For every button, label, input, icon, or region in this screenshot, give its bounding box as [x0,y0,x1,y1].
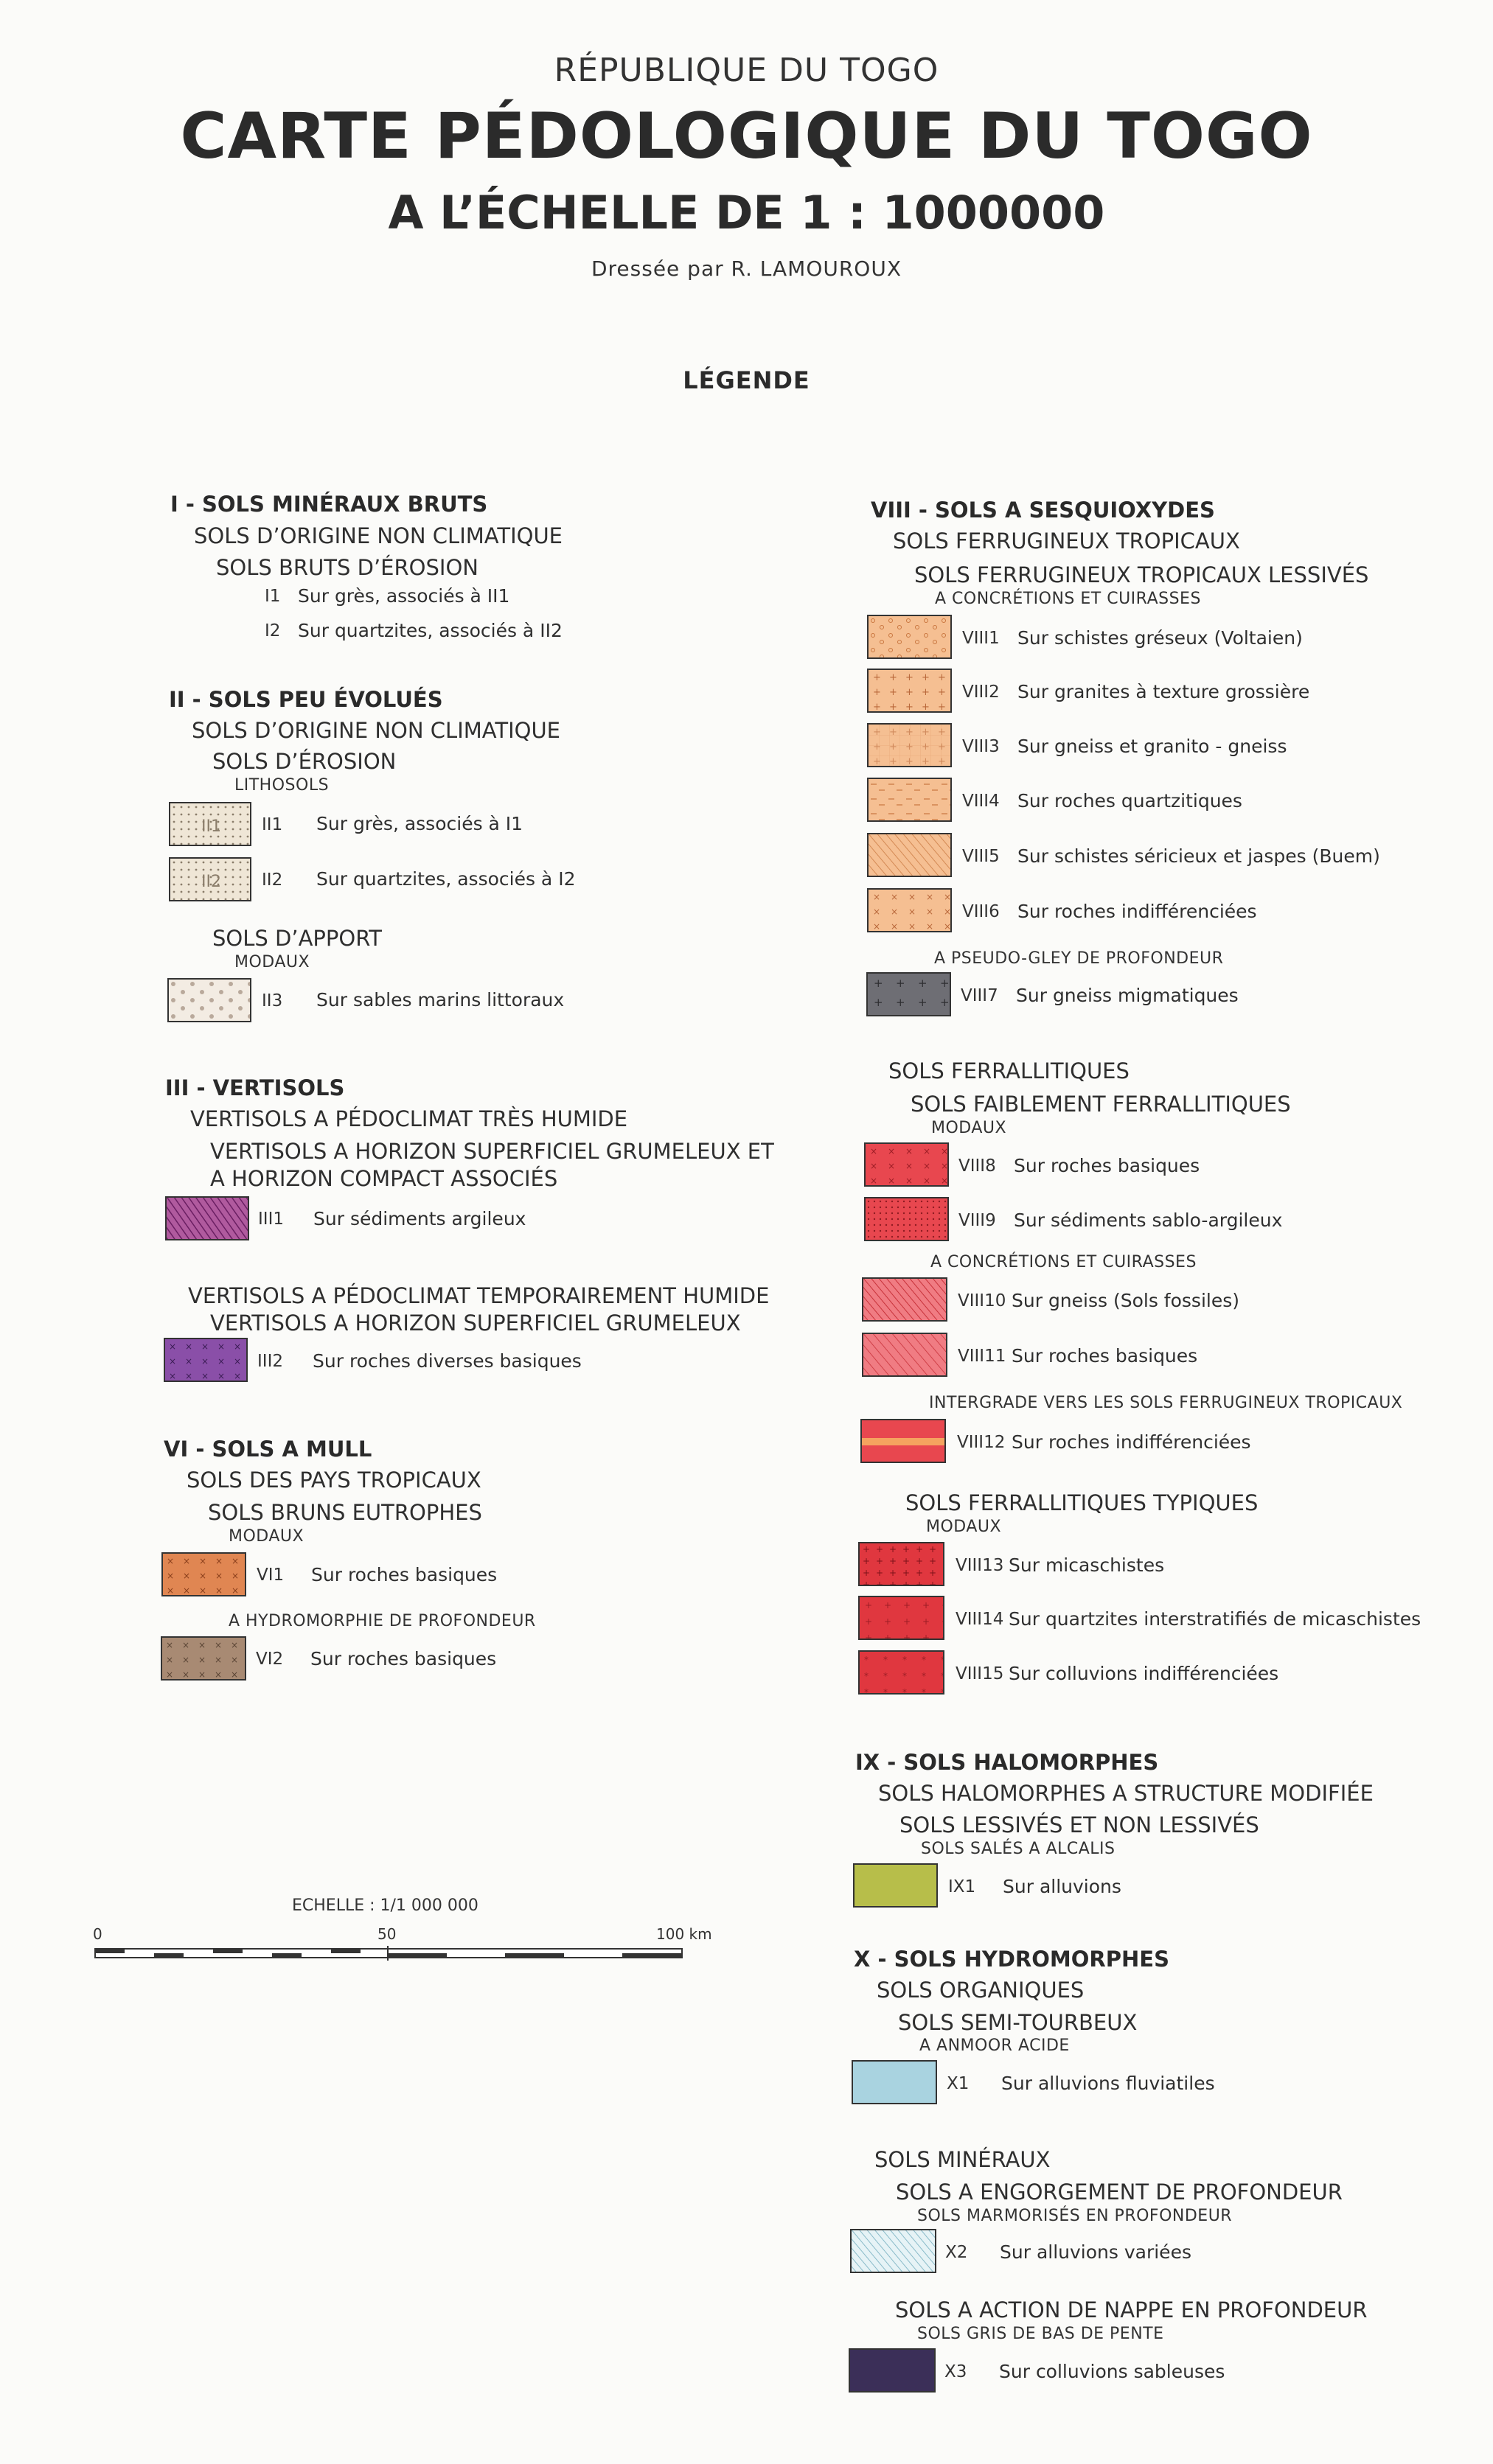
legend-desc: Sur roches indifférenciées [1017,901,1257,922]
class-VIII-subclass-c: SOLS FERRALLITIQUES [888,1058,1130,1083]
legend-desc: Sur alluvions fluviatiles [1001,2073,1215,2094]
legend-code: II3 [262,991,283,1011]
class-III-subclass-a: VERTISOLS A PÉDOCLIMAT TRÈS HUMIDE [190,1106,628,1131]
scale-bar-graphic [94,1946,684,1962]
swatch-X3 [849,2348,936,2393]
legend-code: X2 [945,2243,968,2262]
class-I-group: SOLS BRUTS D’ÉROSION [216,555,478,580]
legend-code: I1 [265,587,281,606]
class-VIII-subgroup-e: INTERGRADE VERS LES SOLS FERRUGINEUX TROPICAUX [929,1394,1403,1412]
map-scale: A L’ÉCHELLE DE 1 : 1000000 [388,186,1105,240]
class-III-heading: III - VERTISOLS [165,1075,345,1100]
svg-text:II2: II2 [201,873,221,891]
class-IX-heading: IX - SOLS HALOMORPHES [855,1750,1159,1775]
legend-code: VIII3 [962,737,1000,756]
class-II-heading: II - SOLS PEU ÉVOLUÉS [169,687,443,712]
class-VIII-group-c: SOLS FAIBLEMENT FERRALLITIQUES [911,1092,1291,1117]
legend-desc: Sur sédiments sablo-argileux [1014,1210,1283,1231]
swatch-VIII15 [858,1650,944,1695]
legend-desc: Sur sédiments argileux [313,1208,526,1229]
class-VI-subclass: SOLS DES PAYS TROPICAUX [187,1467,481,1493]
swatch-VIII8 [864,1142,949,1187]
legend-desc: Sur sables marins littoraux [316,989,565,1011]
legend-desc: Sur gneiss et granito - gneiss [1017,736,1287,757]
swatch-VIII7 [866,972,951,1016]
legend-desc: Sur schistes séricieux et jaspes (Buem) [1017,845,1380,867]
swatch-VIII9 [864,1197,949,1241]
legend-desc: Sur micaschistes [1009,1554,1165,1576]
swatch-VIII2 [867,669,952,713]
class-III-group-a: VERTISOLS A HORIZON SUPERFICIEL GRUMELEUX ET [210,1139,774,1164]
class-I-heading: I - SOLS MINÉRAUX BRUTS [170,492,488,517]
class-X-group-a: SOLS SEMI-TOURBEUX [898,2010,1138,2035]
legend-desc: Sur grès, associés à II1 [298,585,510,607]
legend-code: VIII8 [958,1156,996,1176]
scale-tick-100: 100 km [656,1925,712,1943]
swatch-III2 [164,1338,248,1382]
class-VI-subgroup-a: MODAUX [229,1527,304,1546]
class-VIII-subgroup-f: MODAUX [926,1518,1002,1536]
legend-code: VIII7 [961,986,998,1005]
scale-bar-label: ECHELLE : 1/1 000 000 [292,1896,478,1915]
swatch-VIII14 [858,1596,944,1640]
legend-code: II2 [262,870,283,890]
class-VIII-subgroup-c: MODAUX [931,1119,1007,1137]
class-VIII-heading: VIII - SOLS A SESQUIOXYDES [871,498,1215,523]
legend-desc: Sur granites à texture grossière [1017,681,1310,702]
legend-code: VIII9 [958,1211,996,1230]
legend-title: LÉGENDE [683,366,810,394]
class-X-group-c: SOLS A ACTION DE NAPPE EN PROFONDEUR [895,2297,1368,2322]
legend-desc: Sur roches basiques [310,1648,497,1669]
legend-code: X3 [944,2362,967,2381]
swatch-II3 [167,978,251,1022]
class-II-group-b: SOLS D’APPORT [212,926,382,951]
swatch-IX1 [853,1863,938,1908]
swatch-VIII4 [867,778,952,822]
class-IX-subgroup: SOLS SALÉS A ALCALIS [921,1840,1116,1858]
class-X-group-b: SOLS A ENGORGEMENT DE PROFONDEUR [896,2179,1343,2205]
swatch-VIII13 [858,1542,944,1586]
country-name: RÉPUBLIQUE DU TOGO [554,52,939,89]
legend-code: III2 [257,1352,283,1371]
class-III-group-a-cont: A HORIZON COMPACT ASSOCIÉS [210,1166,558,1191]
swatch-VIII11 [862,1333,947,1377]
class-X-subclass-b: SOLS MINÉRAUX [874,2147,1051,2172]
swatch-III1 [165,1196,249,1240]
class-X-subgroup-a: A ANMOOR ACIDE [919,2037,1070,2055]
swatch-VIII6 [867,888,952,932]
swatch-II2 [169,857,251,901]
class-VIII-subclass: SOLS FERRUGINEUX TROPICAUX [893,528,1240,554]
class-X-heading: X - SOLS HYDROMORPHES [854,1947,1169,1972]
swatch-II1 [169,802,251,846]
legend-code: I2 [265,621,281,641]
legend-desc: Sur quartzites, associés à I2 [316,868,576,890]
swatch-VIII5 [867,833,952,877]
swatch-VIII10 [862,1277,947,1322]
legend-code: VIII12 [957,1433,1006,1452]
legend-code: IX1 [948,1877,976,1896]
legend-desc: Sur quartzites, associés à II2 [298,620,563,641]
legend-code: VIII6 [962,902,1000,921]
class-VI-subgroup-b: A HYDROMORPHIE DE PROFONDEUR [229,1612,536,1630]
legend-code: VI2 [256,1650,284,1669]
legend-desc: Sur schistes gréseux (Voltaien) [1017,627,1303,649]
swatch-VI1 [161,1552,246,1596]
class-VIII-subgroup-a: A CONCRÉTIONS ET CUIRASSES [935,590,1201,608]
class-X-subgroup-b: SOLS MARMORISÉS EN PROFONDEUR [917,2207,1233,2225]
legend-desc: Sur gneiss (Sols fossiles) [1012,1290,1240,1311]
swatch-X1 [852,2060,937,2104]
legend-desc: Sur roches indifférenciées [1012,1431,1251,1453]
swatch-VIII3 [867,723,952,767]
legend-desc: Sur roches quartzitiques [1017,790,1242,812]
class-VI-heading: VI - SOLS A MULL [164,1437,372,1462]
class-II-subgroup-b: MODAUX [234,953,310,971]
class-III-group-b: VERTISOLS A HORIZON SUPERFICIEL GRUMELEUX [210,1310,741,1336]
class-II-subgroup-a: LITHOSOLS [234,776,330,795]
legend-code: VIII11 [958,1347,1006,1366]
legend-desc: Sur roches basiques [1012,1345,1198,1367]
legend-code: VIII15 [956,1664,1004,1683]
swatch-VIII12 [860,1419,946,1463]
swatch-VI2 [161,1636,246,1681]
swatch-VIII1 [867,615,952,659]
scale-tick-0: 0 [93,1925,102,1943]
class-II-subclass: SOLS D’ORIGINE NON CLIMATIQUE [192,718,560,743]
legend-code: III1 [258,1210,284,1229]
legend-code: VIII2 [962,683,1000,702]
legend-code: VIII4 [962,792,1000,811]
legend-code: VIII14 [956,1610,1004,1629]
legend-desc: Sur quartzites interstratifiés de micaschistes [1009,1608,1421,1630]
class-II-group-a: SOLS D’ÉROSION [212,749,397,774]
class-VI-group: SOLS BRUNS EUTROPHES [208,1500,482,1525]
svg-text:II1: II1 [201,817,221,836]
legend-desc: Sur alluvions variées [1000,2241,1191,2263]
map-author: Dressée par R. LAMOUROUX [591,256,902,281]
swatch-X2 [850,2229,936,2273]
class-VIII-subgroup-b: A PSEUDO-GLEY DE PROFONDEUR [934,949,1224,968]
legend-code: VIII5 [962,847,1000,866]
legend-code: VIII13 [956,1556,1004,1575]
legend-desc: Sur colluvions indifférenciées [1009,1663,1279,1684]
class-I-subclass: SOLS D’ORIGINE NON CLIMATIQUE [194,523,563,548]
map-title: CARTE PÉDOLOGIQUE DU TOGO [180,100,1313,173]
class-VIII-group-f: SOLS FERRALLITIQUES TYPIQUES [905,1490,1259,1515]
scale-tick-50: 50 [377,1925,397,1943]
legend-desc: Sur roches basiques [1014,1155,1200,1176]
legend-code: X1 [947,2074,970,2093]
legend-desc: Sur roches basiques [311,1564,498,1585]
class-X-subgroup-c: SOLS GRIS DE BAS DE PENTE [917,2325,1164,2343]
legend-code: VIII1 [962,629,1000,648]
class-III-subclass-b: VERTISOLS A PÉDOCLIMAT TEMPORAIREMENT HUMIDE [188,1283,770,1308]
legend-code: II1 [262,815,283,834]
legend-code: VIII10 [958,1291,1006,1310]
legend-desc: Sur colluvions sableuses [999,2361,1225,2382]
legend-desc: Sur grès, associés à I1 [316,813,523,834]
legend-desc: Sur alluvions [1003,1876,1121,1897]
class-IX-group: SOLS LESSIVÉS ET NON LESSIVÉS [899,1812,1259,1837]
class-X-subclass-a: SOLS ORGANIQUES [877,1978,1085,2003]
class-IX-subclass: SOLS HALOMORPHES A STRUCTURE MODIFIÉE [878,1781,1374,1806]
legend-desc: Sur gneiss migmatiques [1016,985,1239,1006]
class-VIII-subgroup-d: A CONCRÉTIONS ET CUIRASSES [930,1253,1197,1271]
legend-code: VI1 [257,1566,285,1585]
legend-desc: Sur roches diverses basiques [313,1350,582,1372]
class-VIII-group: SOLS FERRUGINEUX TROPICAUX LESSIVÉS [914,562,1369,587]
